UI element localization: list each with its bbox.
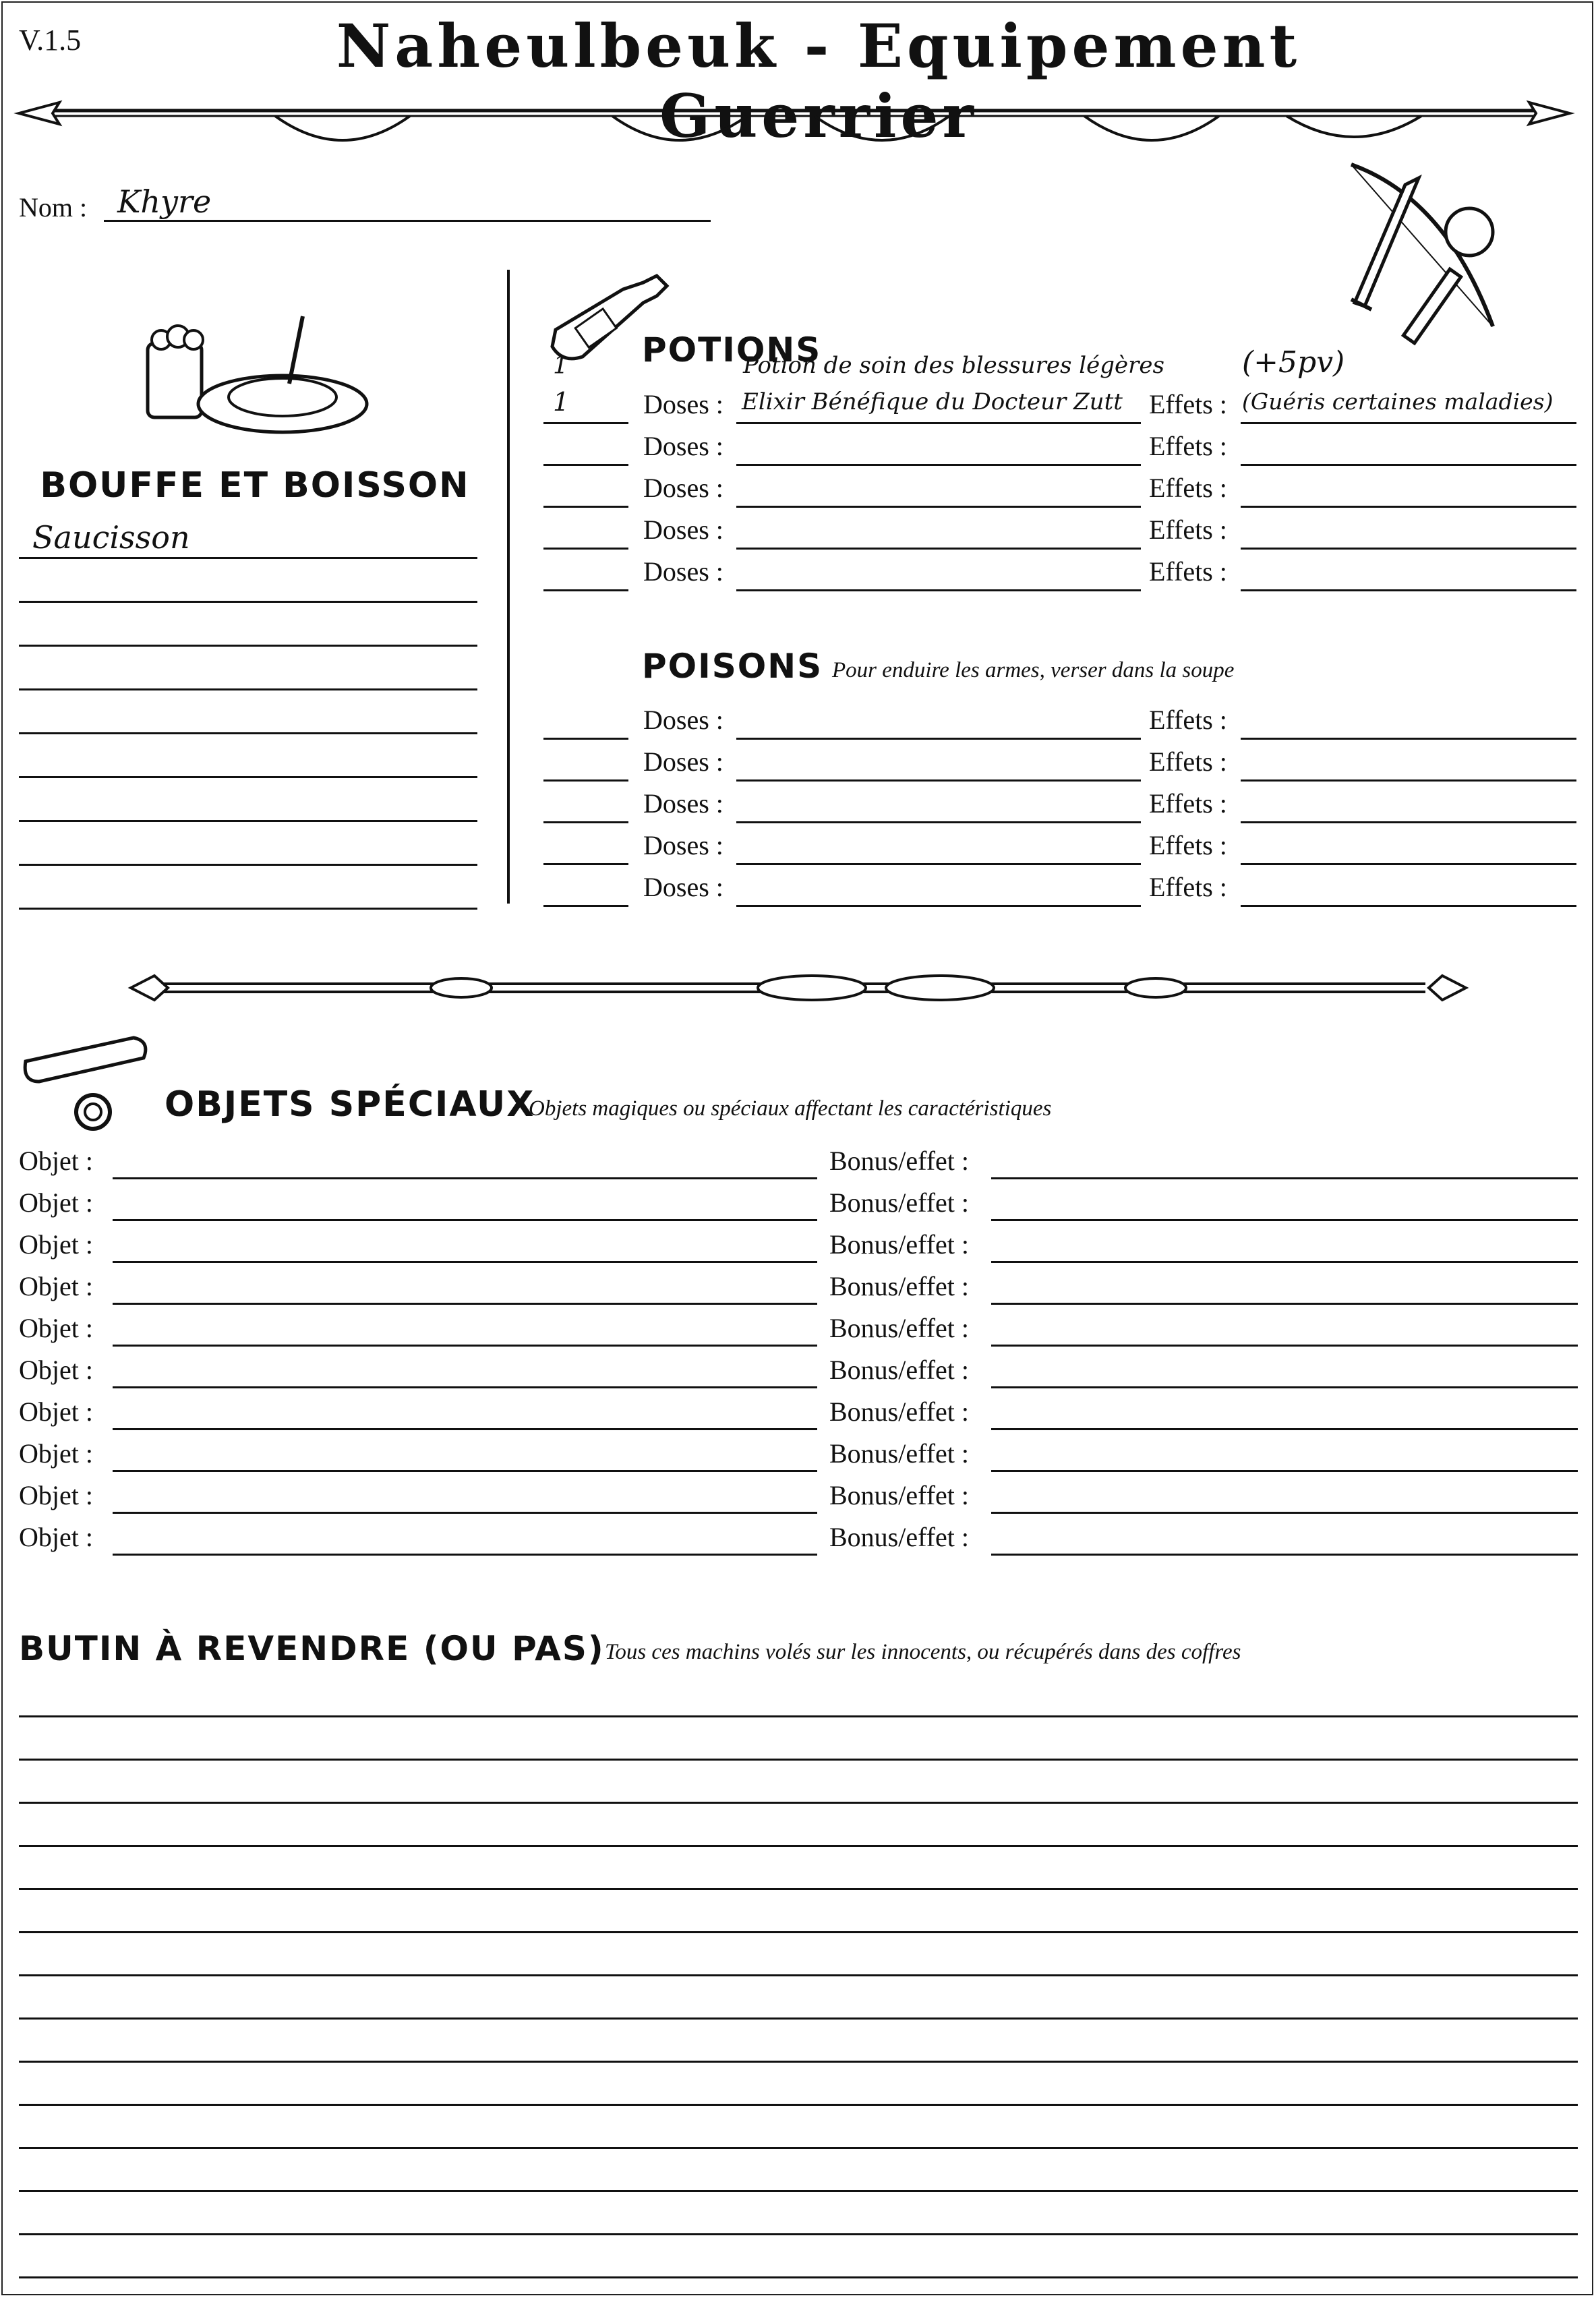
poison-effect-line[interactable]: [1241, 738, 1576, 740]
food-line: [19, 557, 477, 559]
name-label: Nom :: [19, 192, 88, 223]
special-heading: OBJETS SPÉCIAUX: [165, 1084, 535, 1125]
potion-name-line: [736, 589, 1141, 591]
bonus-label: Bonus/effet :: [829, 1187, 970, 1218]
crossed-weapons-icon: [1324, 158, 1527, 353]
food-item[interactable]: Saucisson: [32, 519, 190, 556]
object-label: Objet :: [19, 1396, 93, 1427]
loot-line[interactable]: [19, 1888, 1578, 1890]
loot-heading: BUTIN À REVENDRE (OU PAS): [19, 1629, 605, 1668]
loot-line[interactable]: [19, 2276, 1578, 2278]
loot-line[interactable]: [19, 2061, 1578, 2063]
bonus-label: Bonus/effet :: [829, 1355, 970, 1385]
potion-extra-note: Potion de soin des blessures légères: [743, 352, 1164, 379]
potions-heading: POTIONS: [642, 330, 822, 370]
poison-name-line[interactable]: [736, 821, 1141, 823]
poison-doses-label: Doses :: [643, 830, 723, 860]
poison-name-line[interactable]: [736, 738, 1141, 740]
potion-name-line: [736, 548, 1141, 550]
poison-effets-label: Effets :: [1149, 746, 1227, 777]
name-value[interactable]: Khyre: [117, 183, 212, 220]
version-label: V.1.5: [19, 24, 82, 57]
potion-doses-label: Doses :: [643, 473, 723, 503]
poisons-heading: POISONS: [642, 647, 823, 686]
poison-qty-line[interactable]: [543, 863, 628, 865]
loot-line[interactable]: [19, 1715, 1578, 1717]
bonus-line[interactable]: [991, 1428, 1578, 1430]
poison-effets-label: Effets :: [1149, 788, 1227, 819]
loot-line[interactable]: [19, 1759, 1578, 1761]
bonus-line[interactable]: [991, 1470, 1578, 1472]
bonus-line[interactable]: [991, 1219, 1578, 1221]
poison-effect-line[interactable]: [1241, 905, 1576, 907]
bonus-line[interactable]: [991, 1345, 1578, 1347]
food-line: [19, 645, 477, 647]
poisons-subtitle: Pour enduire les armes, verser dans la soupe: [832, 658, 1235, 682]
bonus-label: Bonus/effet :: [829, 1146, 970, 1176]
food-line: [19, 864, 477, 866]
bonus-label: Bonus/effet :: [829, 1313, 970, 1343]
poison-doses-label: Doses :: [643, 705, 723, 735]
poison-effect-line[interactable]: [1241, 863, 1576, 865]
potion-effets-label: Effets :: [1149, 514, 1227, 545]
potion-qty-line: [543, 464, 628, 466]
poison-doses-label: Doses :: [643, 746, 723, 777]
poison-name-line[interactable]: [736, 905, 1141, 907]
potion-doses-label: Doses :: [643, 431, 723, 461]
poison-qty-line[interactable]: [543, 779, 628, 782]
loot-line[interactable]: [19, 1802, 1578, 1804]
potion-qty[interactable]: 1: [553, 387, 570, 417]
bonus-line[interactable]: [991, 1303, 1578, 1305]
food-line: [19, 601, 477, 603]
loot-line[interactable]: [19, 2233, 1578, 2235]
bonus-label: Bonus/effet :: [829, 1396, 970, 1427]
poison-qty-line[interactable]: [543, 738, 628, 740]
column-divider: [507, 270, 510, 904]
potion-effets-label: Effets :: [1149, 473, 1227, 503]
potion-effets-label: Effets :: [1149, 556, 1227, 587]
bonus-line[interactable]: [991, 1512, 1578, 1514]
bonus-line[interactable]: [991, 1386, 1578, 1388]
object-line[interactable]: [113, 1512, 817, 1514]
poison-effets-label: Effets :: [1149, 872, 1227, 902]
food-line: [19, 688, 477, 690]
poison-doses-label: Doses :: [643, 788, 723, 819]
potion-extra-effect: (+5pv): [1242, 345, 1345, 380]
object-line[interactable]: [113, 1470, 817, 1472]
object-label: Objet :: [19, 1438, 93, 1469]
character-sheet: [1, 1, 1593, 2295]
food-line: [19, 820, 477, 822]
poison-name-line[interactable]: [736, 863, 1141, 865]
bonus-label: Bonus/effet :: [829, 1438, 970, 1469]
object-label: Objet :: [19, 1355, 93, 1385]
poison-qty-line[interactable]: [543, 905, 628, 907]
potion-qty-line: [543, 506, 628, 508]
object-line[interactable]: [113, 1345, 817, 1347]
spear-divider-icon: [19, 90, 1570, 151]
potion-extra-qty: 1: [553, 352, 568, 380]
name-line: [104, 220, 711, 222]
potion-qty-line: [543, 548, 628, 550]
loot-line[interactable]: [19, 1974, 1578, 1976]
bonus-line[interactable]: [991, 1261, 1578, 1263]
poison-effect-line[interactable]: [1241, 779, 1576, 782]
food-line: [19, 908, 477, 910]
potion-name-line: [736, 506, 1141, 508]
potion-effect-line: [1241, 589, 1576, 591]
object-line[interactable]: [113, 1261, 817, 1263]
food-line: [19, 776, 477, 778]
potion-effets-label: Effets :: [1149, 389, 1227, 419]
loot-line[interactable]: [19, 2147, 1578, 2149]
loot-subtitle: Tous ces machins volés sur les innocents, ou récupérés dans des coffres: [605, 1640, 1241, 1664]
special-subtitle: Objets magiques ou spéciaux affectant les caractéristiques: [529, 1096, 1052, 1121]
potion-name[interactable]: Elixir Bénéfique du Docteur Zutt: [742, 388, 1123, 415]
object-label: Objet :: [19, 1229, 93, 1260]
poison-effect-line[interactable]: [1241, 821, 1576, 823]
poison-effets-label: Effets :: [1149, 830, 1227, 860]
potion-effect[interactable]: (Guéris certaines maladies): [1242, 388, 1554, 415]
potion-doses-label: Doses :: [643, 556, 723, 587]
scroll-ring-icon: [19, 1034, 154, 1136]
staff-divider-icon: [131, 964, 1466, 1011]
bonus-label: Bonus/effet :: [829, 1271, 970, 1301]
object-line[interactable]: [113, 1554, 817, 1556]
food-line: [19, 732, 477, 734]
potion-effect-line: [1241, 506, 1576, 508]
bonus-line[interactable]: [991, 1177, 1578, 1179]
potion-qty-line: [543, 589, 628, 591]
potion-effect-line: [1241, 548, 1576, 550]
feast-icon: [141, 310, 370, 438]
object-label: Objet :: [19, 1480, 93, 1510]
object-line[interactable]: [113, 1303, 817, 1305]
bonus-label: Bonus/effet :: [829, 1522, 970, 1552]
object-line[interactable]: [113, 1386, 817, 1388]
poison-doses-label: Doses :: [643, 872, 723, 902]
potion-doses-label: Doses :: [643, 389, 723, 419]
potion-effect-line: [1241, 464, 1576, 466]
object-line[interactable]: [113, 1177, 817, 1179]
poison-name-line[interactable]: [736, 779, 1141, 782]
potion-effets-label: Effets :: [1149, 431, 1227, 461]
page-title: Naheulbeuk - Equipement Guerrier: [336, 11, 1301, 151]
loot-line[interactable]: [19, 1931, 1578, 1933]
object-line[interactable]: [113, 1219, 817, 1221]
object-label: Objet :: [19, 1146, 93, 1176]
food-heading: BOUFFE ET BOISSON: [40, 465, 470, 506]
loot-line[interactable]: [19, 1845, 1578, 1847]
object-label: Objet :: [19, 1187, 93, 1218]
bonus-line[interactable]: [991, 1554, 1578, 1556]
bonus-label: Bonus/effet :: [829, 1480, 970, 1510]
potion-name-line: [736, 464, 1141, 466]
loot-line[interactable]: [19, 2104, 1578, 2106]
loot-line[interactable]: [19, 2190, 1578, 2192]
bonus-label: Bonus/effet :: [829, 1229, 970, 1260]
object-label: Objet :: [19, 1313, 93, 1343]
potion-name-line: [736, 422, 1141, 424]
potion-effect-line: [1241, 422, 1576, 424]
object-label: Objet :: [19, 1271, 93, 1301]
object-label: Objet :: [19, 1522, 93, 1552]
poison-effets-label: Effets :: [1149, 705, 1227, 735]
loot-line[interactable]: [19, 2017, 1578, 2020]
poison-qty-line[interactable]: [543, 821, 628, 823]
potion-qty-line: [543, 422, 628, 424]
potion-doses-label: Doses :: [643, 514, 723, 545]
object-line[interactable]: [113, 1428, 817, 1430]
